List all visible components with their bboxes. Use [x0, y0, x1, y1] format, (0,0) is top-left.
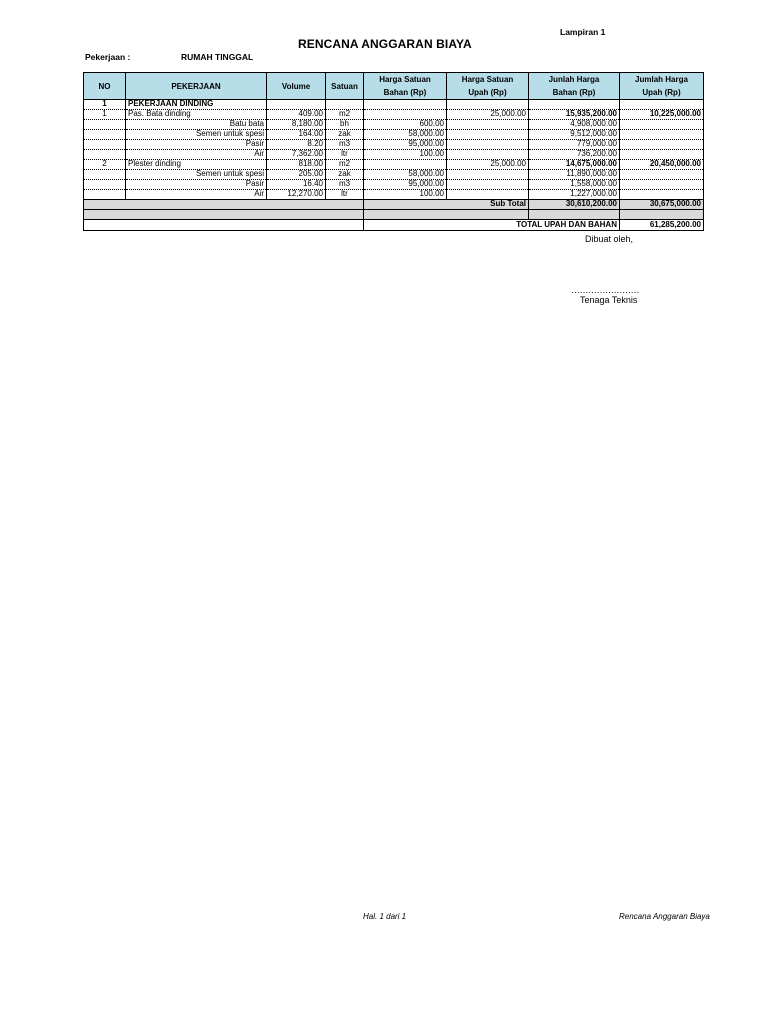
- cell-jh-upah: [620, 170, 704, 180]
- spacer-cell: [529, 210, 620, 220]
- table-header-row: [84, 73, 704, 100]
- subtotal-blank: [84, 200, 364, 210]
- column-header-hs-upah: Harga Satuan Upah (Rp): [447, 73, 529, 100]
- cell-satuan: ltr: [326, 150, 364, 160]
- footer-title: Rencana Anggaran Biaya: [619, 912, 710, 921]
- column-header-pekerjaan: PEKERJAAN: [126, 73, 267, 100]
- cell-hs-upah: [447, 180, 529, 190]
- cell-jh-bahan: [529, 100, 620, 110]
- made-by-label: Dibuat oleh,: [585, 234, 634, 244]
- cell-no: [84, 140, 126, 150]
- cell-pekerjaan: PEKERJAAN DINDING: [126, 100, 267, 110]
- cell-hs-upah: 25,000.00: [447, 110, 529, 120]
- cell-no: [84, 190, 126, 200]
- cell-pekerjaan: Pasir: [126, 180, 267, 190]
- cell-jh-bahan: 9,512,000.00: [529, 130, 620, 140]
- cell-jh-bahan: 4,908,000.00: [529, 120, 620, 130]
- cell-volume: 205.00: [267, 170, 326, 180]
- cell-volume: 8.20: [267, 140, 326, 150]
- cell-hs-upah: [447, 100, 529, 110]
- cell-hs-upah: [447, 130, 529, 140]
- table-row: [84, 100, 704, 110]
- cell-volume: [267, 100, 326, 110]
- cell-hs-bahan: 58,000.00: [364, 130, 447, 140]
- column-header-jh-bahan: Junlah Harga Bahan (Rp): [529, 73, 620, 100]
- cell-no: [84, 180, 126, 190]
- table-row: [84, 150, 704, 160]
- column-header-volume: Volume: [267, 73, 326, 100]
- cell-pekerjaan: Air: [126, 150, 267, 160]
- cell-hs-bahan: [364, 110, 447, 120]
- cell-jh-upah: 10,225,000.00: [620, 110, 704, 120]
- cell-jh-upah: [620, 100, 704, 110]
- subtotal-row: [84, 200, 704, 210]
- page-number: Hal. 1 dari 1: [363, 912, 407, 921]
- cell-jh-upah: [620, 150, 704, 160]
- cell-satuan: m3: [326, 140, 364, 150]
- signature-line: ……………………: [571, 285, 639, 295]
- cell-hs-bahan: 95,000.00: [364, 180, 447, 190]
- table-row: [84, 190, 704, 200]
- spacer-cell: [620, 210, 704, 220]
- cell-jh-bahan: 11,890,000.00: [529, 170, 620, 180]
- cell-no: 1: [84, 110, 126, 120]
- cell-hs-bahan: 100.00: [364, 150, 447, 160]
- table-row: [84, 170, 704, 180]
- cell-hs-upah: [447, 150, 529, 160]
- cell-satuan: m2: [326, 110, 364, 120]
- cell-jh-bahan: 15,935,200.00: [529, 110, 620, 120]
- cell-satuan: m2: [326, 160, 364, 170]
- cell-pekerjaan: Plester dinding: [126, 160, 267, 170]
- cell-no: 1: [84, 100, 126, 110]
- cell-jh-upah: [620, 180, 704, 190]
- cell-hs-bahan: 600.00: [364, 120, 447, 130]
- table-row: [84, 130, 704, 140]
- cell-volume: 818.00: [267, 160, 326, 170]
- cell-hs-upah: [447, 190, 529, 200]
- cell-volume: 409.00: [267, 110, 326, 120]
- cell-no: 2: [84, 160, 126, 170]
- cell-hs-bahan: [364, 100, 447, 110]
- cell-no: [84, 120, 126, 130]
- cell-pekerjaan: Pasir: [126, 140, 267, 150]
- cell-hs-upah: [447, 120, 529, 130]
- cell-jh-upah: [620, 190, 704, 200]
- cell-jh-bahan: 779,000.00: [529, 140, 620, 150]
- cell-satuan: zak: [326, 130, 364, 140]
- cell-pekerjaan: Semen untuk spesi: [126, 130, 267, 140]
- subtotal-jh-upah: 30,675,000.00: [620, 200, 704, 210]
- cell-no: [84, 150, 126, 160]
- project-label: Pekerjaan :: [85, 52, 131, 62]
- column-header-jh-upah: Jumlah Harga Upah (Rp): [620, 73, 704, 100]
- cell-jh-bahan: 1,558,000.00: [529, 180, 620, 190]
- cell-pekerjaan: Air: [126, 190, 267, 200]
- table-row: [84, 140, 704, 150]
- column-header-no: NO: [84, 73, 126, 100]
- project-value: RUMAH TINGGAL: [181, 52, 254, 62]
- cell-hs-bahan: 58,000.00: [364, 170, 447, 180]
- spacer-row: [84, 210, 704, 220]
- budget-table: [83, 72, 704, 231]
- column-header-hs-bahan: Harga Satuan Bahan (Rp): [364, 73, 447, 100]
- table-row: [84, 160, 704, 170]
- cell-no: [84, 170, 126, 180]
- cell-jh-bahan: 736,200.00: [529, 150, 620, 160]
- cell-jh-upah: [620, 120, 704, 130]
- cell-pekerjaan: Semen untuk spesi: [126, 170, 267, 180]
- cell-hs-bahan: 100.00: [364, 190, 447, 200]
- table-row: [84, 180, 704, 190]
- table-row: [84, 120, 704, 130]
- cell-satuan: bh: [326, 120, 364, 130]
- attachment-label: Lampiran 1: [560, 27, 606, 37]
- cell-no: [84, 130, 126, 140]
- page-title: RENCANA ANGGARAN BIAYA: [298, 37, 472, 51]
- signer-role: Tenaga Teknis: [580, 295, 638, 305]
- cell-satuan: zak: [326, 170, 364, 180]
- total-value: 61,285,200.00: [620, 220, 704, 231]
- column-header-satuan: Satuan: [326, 73, 364, 100]
- cell-jh-upah: [620, 140, 704, 150]
- cell-pekerjaan: Batu bata: [126, 120, 267, 130]
- cell-satuan: [326, 100, 364, 110]
- cell-hs-upah: 25,000.00: [447, 160, 529, 170]
- table-row: [84, 110, 704, 120]
- cell-volume: 7,362.00: [267, 150, 326, 160]
- spacer-cell: [84, 210, 364, 220]
- total-label: TOTAL UPAH DAN BAHAN: [364, 220, 620, 231]
- cell-hs-bahan: 95,000.00: [364, 140, 447, 150]
- cell-volume: 8,180.00: [267, 120, 326, 130]
- cell-jh-bahan: 1,227,000.00: [529, 190, 620, 200]
- subtotal-label: Sub Total: [364, 200, 529, 210]
- cell-satuan: ltr: [326, 190, 364, 200]
- cell-pekerjaan: Pas. Bata dinding: [126, 110, 267, 120]
- cell-hs-upah: [447, 170, 529, 180]
- cell-volume: 12,270.00: [267, 190, 326, 200]
- cell-hs-upah: [447, 140, 529, 150]
- cell-jh-upah: [620, 130, 704, 140]
- cell-jh-upah: 20,450,000.00: [620, 160, 704, 170]
- cell-jh-bahan: 14,675,000.00: [529, 160, 620, 170]
- cell-hs-bahan: [364, 160, 447, 170]
- total-row: [84, 220, 704, 231]
- total-blank: [84, 220, 364, 231]
- cell-satuan: m3: [326, 180, 364, 190]
- cell-volume: 164.00: [267, 130, 326, 140]
- subtotal-jh-bahan: 30,610,200.00: [529, 200, 620, 210]
- cell-volume: 16.40: [267, 180, 326, 190]
- spacer-cell: [364, 210, 529, 220]
